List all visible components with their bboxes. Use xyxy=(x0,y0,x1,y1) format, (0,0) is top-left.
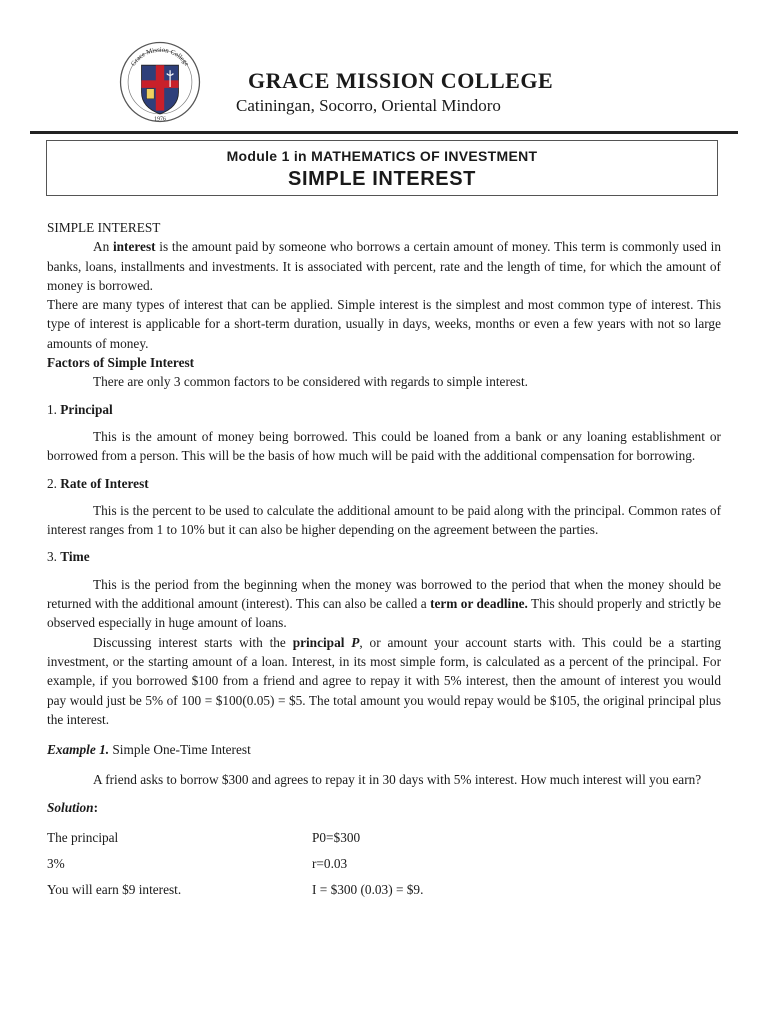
document-body xyxy=(47,218,721,906)
seal-ring-text: Grace Mission College xyxy=(129,46,191,68)
solution-row-interest: You will earn $9 interest. I = $300 (0.03) = $9. xyxy=(47,882,424,898)
term-deadline: term or deadline. xyxy=(430,596,528,612)
seal-year: 1976 xyxy=(154,116,166,123)
page-header xyxy=(0,0,768,135)
factor-3-text: This is the period from the beginning when the money was borrowed to the period that when the money should be returned with the additional amount (interest). This can also be called a term or deadline. This should properly and strictly be observed especially in huge amount of loans. xyxy=(47,576,721,631)
types-paragraph: There are many types of interest that can be applied. Simple interest is the simplest and most common type of interest. This type of interest is applicable for a short-term duration, usually in days, weeks, months or even a few years with not so large amounts of money. xyxy=(47,297,721,351)
header-divider xyxy=(30,131,738,134)
solution-row-principal: The principal P0=$300 xyxy=(47,830,361,846)
factor-1-heading: 1. Principal xyxy=(47,401,113,417)
discussion-paragraph: Discussing interest starts with the principal P, or amount your account starts with. This could be a starting investment, or the starting amount of a loan. Interest, in its most simple form, is calculated as a percent of the principal. For example, if you borrowed $100 from a friend and agree to repay it with 5% interest, then the amount of interest you would pay would just be 5% of 100 = $100(0.05) = $5. The total amount you would repay would be $105, the original principal plus the interest. xyxy=(47,634,722,727)
college-seal-logo xyxy=(118,40,202,124)
term-interest: interest xyxy=(112,239,156,255)
factor-3-heading: 3. Time xyxy=(47,549,90,565)
module-line: Module 1 in MATHEMATICS OF INVESTMENT xyxy=(226,148,538,164)
factors-intro: There are only 3 common factors to be considered with regards to simple interest. xyxy=(93,374,528,390)
college-address: Catiningan, Socorro, Oriental Mindoro xyxy=(236,96,501,115)
intro-paragraph: An interest is the amount paid by someone who borrows a certain amount of money. This term is commonly used in banks, loans, installments and investments. It is associated with percent, rate and the length of time, for which the amount of money is borrowed. xyxy=(47,239,721,293)
section-heading: SIMPLE INTEREST xyxy=(47,220,161,235)
college-name: GRACE MISSION COLLEGE xyxy=(248,68,554,93)
module-title-box xyxy=(46,140,718,196)
factor-1-text: This is the amount of money being borrowed. This could be loaned from a bank or any loaning establishment or borrowed from a person. This will be the basis of how much will be paid with the additional compensation for borrowing. xyxy=(47,428,721,464)
solution-label: Solution: xyxy=(47,799,99,815)
solution-row-rate: 3% r=0.03 xyxy=(47,856,348,872)
module-title: SIMPLE INTEREST xyxy=(288,168,476,190)
example-problem: A friend asks to borrow $300 and agrees to repay it in 30 days with 5% interest. How much interest will you earn? xyxy=(93,772,702,788)
factor-2-text: This is the percent to be used to calculate the additional amount to be paid along with the principal. Common rates of interest ranges from 1 to 10% but it can also be higher depending on the agreement between the parties. xyxy=(47,502,721,538)
example-heading: Example 1. Simple One-Time Interest xyxy=(47,742,251,758)
factors-heading: Factors of Simple Interest xyxy=(47,355,195,371)
factor-2-heading: 2. Rate of Interest xyxy=(47,475,149,491)
